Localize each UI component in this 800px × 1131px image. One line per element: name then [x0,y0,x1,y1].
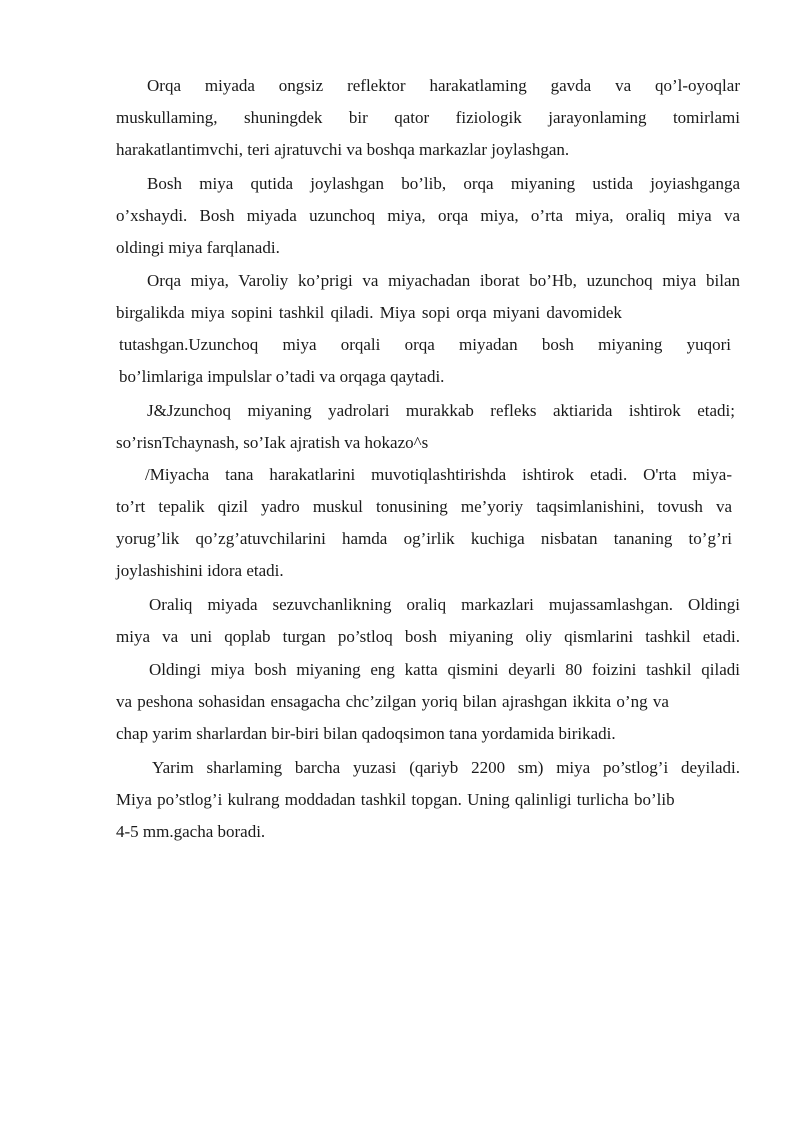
paragraph-line: /Miyacha tana harakatlarini muvotiqlashtirishda ishtirok etadi. O'rta miya- [145,465,732,484]
paragraph-line: muskullaming, shuningdek bir qator fiziologik jarayonlaming tomirlami [116,108,740,127]
paragraph-5 [116,459,732,587]
paragraph-line: Orqa miya, Varoliy ko’prigi va miyachadan iborat bo’Hb, uzunchoq miya bilan [147,271,740,290]
paragraph-line: so’risnTchaynash, so’Iak ajratish va hokazo^s [116,433,429,452]
paragraph-1 [116,70,740,166]
paragraph-line: chap yarim sharlardan bir-biri bilan qadoqsimon tana yordamida birikadi. [116,724,616,743]
paragraph-line: tutashgan.Uzunchoq miya orqali orqa miyadan bosh miyaning yuqori [119,335,731,354]
paragraph-8 [116,752,740,848]
paragraph-line: o’xshaydi. Bosh miyada uzunchoq miya, orqa miya, o’rta miya, oraliq miya va [116,206,740,225]
paragraph-line: 4-5 mm.gacha boradi. [116,822,266,841]
paragraph-line: harakatlantimvchi, teri ajratuvchi va boshqa markazlar joylashgan. [116,140,570,159]
paragraph-line: Miya po’stlog’i kulrang moddadan tashkil topgan. Uning qalinligi turlicha bo’lib [116,790,675,809]
paragraph-line: yorug’lik qo’zg’atuvchilarini hamda og’irlik kuchiga nisbatan tananing to’g’ri [116,529,732,548]
paragraph-line: birgalikda miya sopini tashkil qiladi. Miya sopi orqa miyani davomidek [116,303,622,322]
paragraph-line: to’rt tepalik qizil yadro muskul tonusining me’yoriy taqsimlanishini, tovush va [116,497,732,516]
paragraph-line: Oldingi miya bosh miyaning eng katta qismini deyarli 80 foizini tashkil qiladi [149,660,740,679]
paragraph-line: Oraliq miyada sezuvchanlikning oraliq markazlari mujassamlashgan. Oldingi [149,595,740,614]
paragraph-2 [116,168,740,264]
paragraph-6 [116,589,740,653]
paragraph-line: J&Jzunchoq miyaning yadrolari murakkab refleks aktiarida ishtirok etadi; [147,401,735,420]
paragraph-line: oldingi miya farqlanadi. [116,238,280,257]
paragraph-7 [116,654,740,750]
paragraph-line: Bosh miya qutida joylashgan bo’lib, orqa miyaning ustida joyiashganga [147,174,740,193]
paragraph-3 [116,265,740,393]
paragraph-line: miya va uni qoplab turgan po’stloq bosh miyaning oliy qismlarini tashkil etadi. [116,627,740,646]
paragraph-line: Orqa miyada ongsiz reflektor harakatlaming gavda va qo’l-oyoqlar [147,76,740,95]
paragraph-line: Yarim sharlaming barcha yuzasi (qariyb 2200 sm) miya po’stlog’i deyiladi. [152,758,740,777]
paragraph-line: joylashishini idora etadi. [116,561,284,580]
paragraph-4 [116,395,735,459]
paragraph-line: va peshona sohasidan ensagacha chc’zilgan yoriq bilan ajrashgan ikkita o’ng va [116,692,669,711]
paragraph-line: bo’limlariga impulslar o’tadi va orqaga qaytadi. [119,367,445,386]
